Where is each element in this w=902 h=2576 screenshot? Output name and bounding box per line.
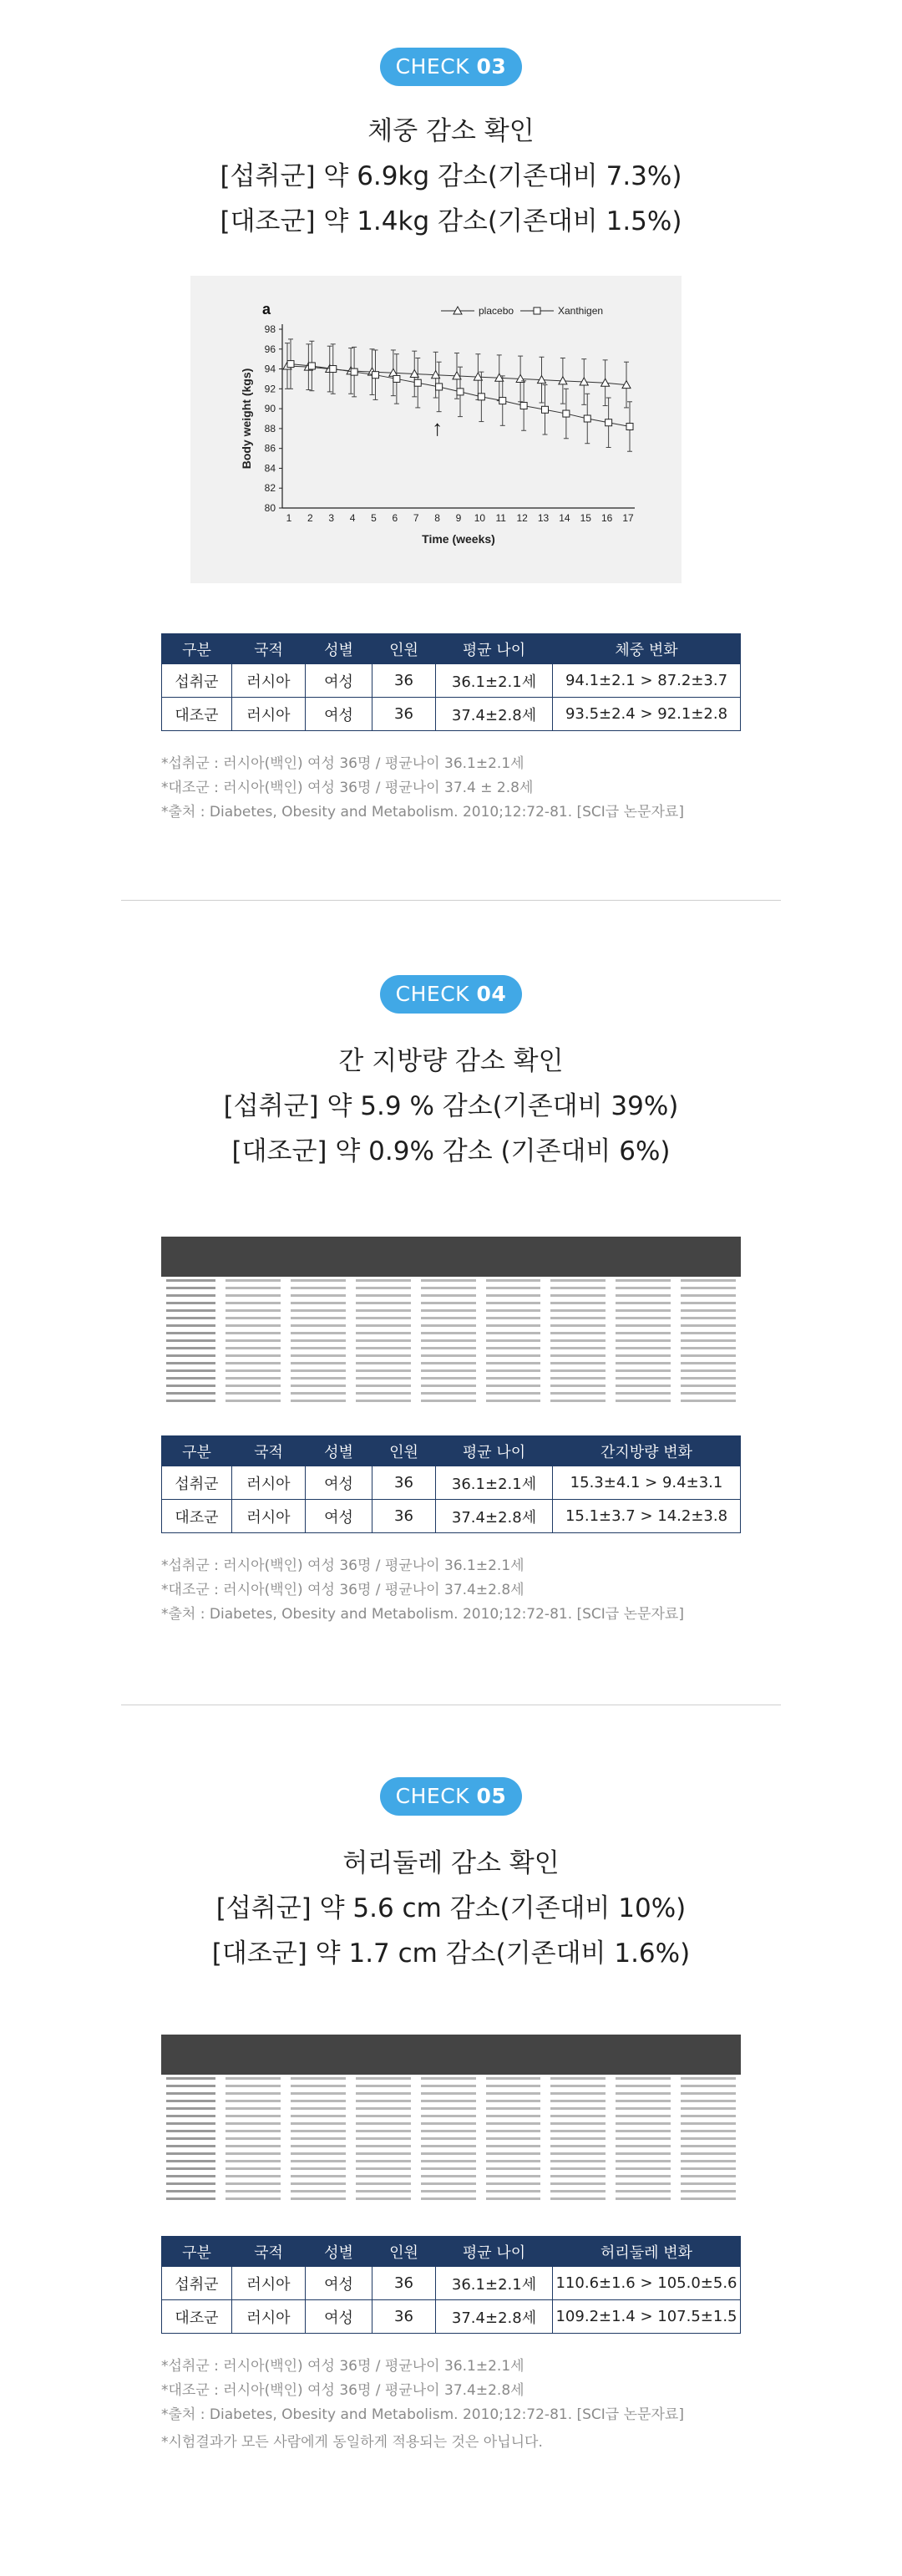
x-tick-label: 14 bbox=[559, 512, 570, 524]
col-group: 구분 bbox=[162, 634, 232, 664]
cell: 대조군 bbox=[162, 698, 232, 731]
col-gender: 성별 bbox=[306, 634, 372, 664]
data-point-Xanthigen bbox=[520, 403, 527, 409]
cell: 대조군 bbox=[162, 2300, 232, 2334]
table-row bbox=[162, 1466, 741, 1500]
data-point-Xanthigen bbox=[478, 394, 484, 400]
cell: 37.4±2.8세 bbox=[436, 2300, 553, 2334]
paper-table-row bbox=[161, 1359, 741, 1367]
y-tick-label: 92 bbox=[264, 383, 276, 395]
paper-table-row bbox=[161, 1337, 741, 1344]
cell: 여성 bbox=[306, 2300, 372, 2334]
cell: 15.1±3.7 > 14.2±3.8 bbox=[553, 1500, 741, 1533]
panel-label: a bbox=[262, 301, 271, 318]
paper-table-row bbox=[161, 1284, 741, 1292]
cell: 섭취군 bbox=[162, 2267, 232, 2300]
col-change: 간지방량 변화 bbox=[553, 1436, 741, 1466]
cell: 러시아 bbox=[232, 664, 306, 698]
section-divider bbox=[121, 900, 781, 901]
cell: 섭취군 bbox=[162, 664, 232, 698]
col-nationality: 국적 bbox=[232, 2237, 306, 2267]
paper-table-row bbox=[161, 2120, 741, 2127]
cell: 109.2±1.4 > 107.5±1.5 bbox=[553, 2300, 741, 2334]
x-tick-label: 13 bbox=[537, 512, 550, 524]
paper-table-row bbox=[161, 2127, 741, 2135]
x-tick-label: 7 bbox=[413, 512, 419, 524]
check-03-section bbox=[0, 0, 902, 877]
paper-table-row bbox=[161, 2135, 741, 2142]
data-point-Xanthigen bbox=[606, 419, 612, 426]
cell: 37.4±2.8세 bbox=[436, 698, 553, 731]
paper-table-row bbox=[161, 2157, 741, 2165]
paper-table-row bbox=[161, 1374, 741, 1382]
paper-table-image bbox=[161, 1237, 741, 1410]
y-tick-label: 88 bbox=[264, 422, 276, 434]
table-row bbox=[162, 664, 741, 698]
footnote: *출처 : Diabetes, Obesity and Metabolism. 2010;12:72-81. [SCI급 논문자료] bbox=[161, 804, 684, 821]
col-count: 인원 bbox=[372, 634, 436, 664]
x-tick-label: 1 bbox=[286, 512, 292, 524]
footnote: *섭취군 : 러시아(백인) 여성 36명 / 평균나이 36.1±2.1세 bbox=[161, 2358, 524, 2375]
paper-table-row bbox=[161, 2097, 741, 2105]
paper-table-image bbox=[161, 2035, 741, 2208]
paper-table-row bbox=[161, 1307, 741, 1314]
footnote: *섭취군 : 러시아(백인) 여성 36명 / 평균나이 36.1±2.1세 bbox=[161, 755, 524, 772]
paper-table-row bbox=[161, 1367, 741, 1374]
footnote: *섭취군 : 러시아(백인) 여성 36명 / 평균나이 36.1±2.1세 bbox=[161, 1557, 524, 1574]
cell: 여성 bbox=[306, 2267, 372, 2300]
y-tick-label: 94 bbox=[264, 363, 276, 375]
check-badge: CHECK 03 bbox=[380, 48, 522, 86]
paper-table-row bbox=[161, 1352, 741, 1359]
col-count: 인원 bbox=[372, 2237, 436, 2267]
x-tick-label: 8 bbox=[434, 512, 440, 524]
cell: 36.1±2.1세 bbox=[436, 2267, 553, 2300]
y-tick-label: 82 bbox=[264, 482, 276, 495]
x-tick-label: 9 bbox=[455, 512, 462, 524]
legend-label-xanthigen: Xanthigen bbox=[558, 305, 604, 317]
col-change: 허리둘레 변화 bbox=[553, 2237, 741, 2267]
body-weight-chart-svg bbox=[190, 276, 682, 583]
cell: 섭취군 bbox=[162, 1466, 232, 1500]
section-title: 체중 감소 확인 [섭취군] 약 6.9kg 감소(기존대비 7.3%) [대조군] 약 1.4kg 감소(기존대비 1.5%) bbox=[220, 116, 682, 236]
cell: 러시아 bbox=[232, 1500, 306, 1533]
data-point-Xanthigen bbox=[542, 406, 549, 413]
cell: 여성 bbox=[306, 698, 372, 731]
x-tick-label: 3 bbox=[328, 512, 335, 524]
x-tick-label: 15 bbox=[580, 512, 591, 524]
x-tick-label: 17 bbox=[622, 512, 634, 524]
x-tick-label: 4 bbox=[349, 512, 356, 524]
paper-table-row bbox=[161, 2150, 741, 2157]
data-point-Xanthigen bbox=[287, 361, 294, 368]
paper-table-row bbox=[161, 2172, 741, 2180]
x-tick-label: 12 bbox=[516, 512, 528, 524]
y-tick-label: 84 bbox=[264, 462, 276, 475]
data-point-Xanthigen bbox=[393, 375, 400, 382]
paper-table-row bbox=[161, 2142, 741, 2150]
paper-table-row bbox=[161, 1382, 741, 1390]
cell: 110.6±1.6 > 105.0±5.6 bbox=[553, 2267, 741, 2300]
paper-table-row bbox=[161, 1277, 741, 1284]
liver-fat-summary-table bbox=[161, 1435, 741, 1533]
x-tick-label: 5 bbox=[371, 512, 377, 524]
footnote: *출처 : Diabetes, Obesity and Metabolism. 2010;12:72-81. [SCI급 논문자료] bbox=[161, 2406, 684, 2423]
cell: 대조군 bbox=[162, 1500, 232, 1533]
col-count: 인원 bbox=[372, 1436, 436, 1466]
weight-summary-table bbox=[161, 633, 741, 731]
cell: 15.3±4.1 > 9.4±3.1 bbox=[553, 1466, 741, 1500]
paper-table-row bbox=[161, 1390, 741, 1397]
cell: 러시아 bbox=[232, 698, 306, 731]
cell: 37.4±2.8세 bbox=[436, 1500, 553, 1533]
y-tick-label: 90 bbox=[264, 403, 276, 415]
cell: 러시아 bbox=[232, 2300, 306, 2334]
footnote: *시험결과가 모든 사람에게 동일하게 적용되는 것은 아닙니다. bbox=[161, 2434, 543, 2451]
footnote: *대조군 : 러시아(백인) 여성 36명 / 평균나이 37.4±2.8세 bbox=[161, 1582, 524, 1598]
cell: 36 bbox=[372, 1500, 436, 1533]
y-tick-label: 96 bbox=[264, 343, 276, 355]
data-point-Xanthigen bbox=[626, 424, 633, 430]
col-group: 구분 bbox=[162, 2237, 232, 2267]
col-nationality: 국적 bbox=[232, 1436, 306, 1466]
data-point-Xanthigen bbox=[330, 366, 337, 373]
x-tick-label: 10 bbox=[474, 512, 486, 524]
col-nationality: 국적 bbox=[232, 634, 306, 664]
paper-table-row bbox=[161, 2187, 741, 2195]
y-tick-label: 80 bbox=[264, 502, 276, 514]
footnote: *출처 : Diabetes, Obesity and Metabolism. 2010;12:72-81. [SCI급 논문자료] bbox=[161, 1606, 684, 1623]
data-point-Xanthigen bbox=[563, 410, 570, 417]
col-age: 평균 나이 bbox=[436, 2237, 553, 2267]
footnote: *대조군 : 러시아(백인) 여성 36명 / 평균나이 37.4±2.8세 bbox=[161, 2382, 524, 2399]
cell: 93.5±2.4 > 92.1±2.8 bbox=[553, 698, 741, 731]
footnotes bbox=[161, 752, 763, 825]
section-title: 간 지방량 감소 확인 [섭취군] 약 5.9 % 감소(기존대비 39%) [대조군] 약 0.9% 감소 (기존대비 6%) bbox=[223, 1046, 679, 1166]
y-tick-label: 86 bbox=[264, 442, 276, 455]
col-gender: 성별 bbox=[306, 2237, 372, 2267]
cell: 여성 bbox=[306, 1466, 372, 1500]
y-axis-label: Body weight (kgs) bbox=[240, 368, 253, 470]
annotation-arrow: ↑ bbox=[432, 415, 443, 441]
paper-table-row bbox=[161, 2075, 741, 2082]
paper-table-row bbox=[161, 1314, 741, 1322]
paper-table-row bbox=[161, 1397, 741, 1405]
waist-summary-table bbox=[161, 2236, 741, 2334]
col-gender: 성별 bbox=[306, 1436, 372, 1466]
paper-table-row bbox=[161, 1292, 741, 1299]
cell: 러시아 bbox=[232, 1466, 306, 1500]
cell: 94.1±2.1 > 87.2±3.7 bbox=[553, 664, 741, 698]
paper-table-row bbox=[161, 2180, 741, 2187]
paper-table-row bbox=[161, 2105, 741, 2112]
data-point-Xanthigen bbox=[308, 363, 315, 369]
check-badge: CHECK 04 bbox=[380, 975, 522, 1014]
footnotes bbox=[161, 1554, 763, 1627]
cell: 36 bbox=[372, 2267, 436, 2300]
col-age: 평균 나이 bbox=[436, 1436, 553, 1466]
cell: 여성 bbox=[306, 1500, 372, 1533]
cell: 러시아 bbox=[232, 2267, 306, 2300]
y-tick-label: 98 bbox=[264, 323, 276, 335]
paper-table-row bbox=[161, 2090, 741, 2097]
data-point-Xanthigen bbox=[499, 398, 506, 404]
legend-marker-xanthigen bbox=[534, 307, 540, 314]
col-age: 평균 나이 bbox=[436, 634, 553, 664]
footnotes bbox=[161, 2355, 763, 2455]
paper-table-row bbox=[161, 1329, 741, 1337]
data-point-Xanthigen bbox=[414, 379, 421, 386]
paper-table-row bbox=[161, 1344, 741, 1352]
x-tick-label: 2 bbox=[307, 512, 313, 524]
paper-table-row bbox=[161, 2165, 741, 2172]
legend-label-placebo: placebo bbox=[479, 305, 514, 317]
table-row bbox=[162, 1500, 741, 1533]
data-point-Xanthigen bbox=[584, 415, 590, 422]
table-row bbox=[162, 698, 741, 731]
check-05-section bbox=[0, 1763, 902, 2565]
paper-table-row bbox=[161, 2195, 741, 2203]
data-point-Xanthigen bbox=[351, 368, 357, 375]
col-group: 구분 bbox=[162, 1436, 232, 1466]
paper-table-row bbox=[161, 1299, 741, 1307]
table-row bbox=[162, 2267, 741, 2300]
x-tick-label: 11 bbox=[495, 512, 506, 524]
cell: 36 bbox=[372, 698, 436, 731]
paper-table-row bbox=[161, 1322, 741, 1329]
cell: 36 bbox=[372, 664, 436, 698]
x-tick-label: 6 bbox=[392, 512, 398, 524]
data-point-Xanthigen bbox=[372, 372, 379, 379]
cell: 여성 bbox=[306, 664, 372, 698]
paper-table-row bbox=[161, 2082, 741, 2090]
col-change: 체중 변화 bbox=[553, 634, 741, 664]
check-04-section bbox=[0, 961, 902, 1696]
x-axis-label: Time (weeks) bbox=[422, 532, 495, 546]
paper-table-row bbox=[161, 2112, 741, 2120]
table-row bbox=[162, 2300, 741, 2334]
cell: 36 bbox=[372, 2300, 436, 2334]
check-badge: CHECK 05 bbox=[380, 1777, 522, 1816]
x-tick-label: 16 bbox=[600, 512, 613, 524]
footnote: *대조군 : 러시아(백인) 여성 36명 / 평균나이 37.4 ± 2.8세 bbox=[161, 780, 534, 796]
cell: 36.1±2.1세 bbox=[436, 664, 553, 698]
data-point-Xanthigen bbox=[436, 384, 443, 390]
section-title: 허리둘레 감소 확인 [섭취군] 약 5.6 cm 감소(기존대비 10%) [대조군] 약 1.7 cm 감소(기존대비 1.6%) bbox=[211, 1848, 691, 1969]
cell: 36.1±2.1세 bbox=[436, 1466, 553, 1500]
body-weight-chart bbox=[190, 276, 682, 583]
cell: 36 bbox=[372, 1466, 436, 1500]
data-point-Xanthigen bbox=[457, 389, 464, 395]
